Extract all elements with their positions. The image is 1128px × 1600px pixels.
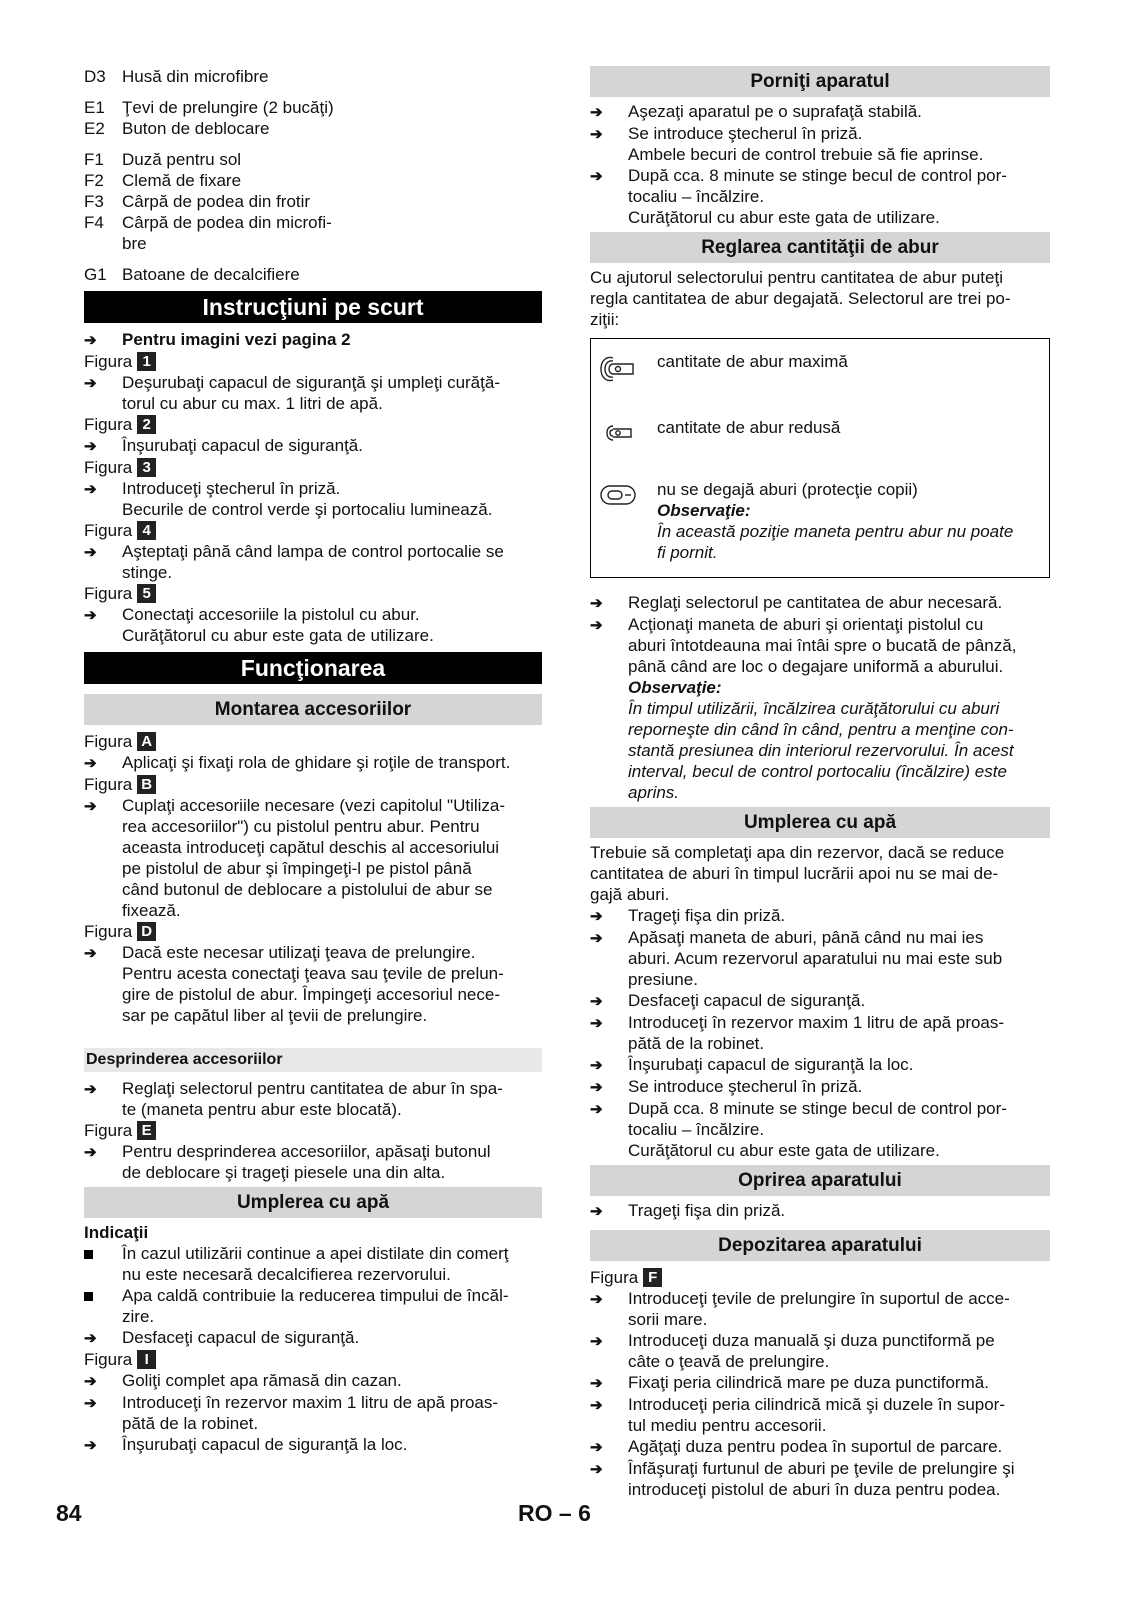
part-code: F2 <box>84 171 104 190</box>
figure-number: 2 <box>137 415 156 434</box>
part-label: Batoane de decalcifiere <box>122 265 300 284</box>
step-text: Desfaceţi capacul de siguranţă. <box>122 1328 360 1347</box>
figure-ref <box>84 351 542 372</box>
part-label: Cârpă de podea din microfi- bre <box>122 213 332 253</box>
step-text: Introduceţi peria cilindrică mică şi duzele în supor- tul mediu pentru accesorii. <box>628 1395 1006 1435</box>
figure-label: Figura <box>84 1121 133 1140</box>
part-label: Clemă de fixare <box>122 171 242 190</box>
step-text: Reglaţi selectorul pe cantitatea de abur necesară. <box>628 593 1003 612</box>
note-label: Observaţie: <box>657 501 751 520</box>
step-text: Înşurubaţi capacul de siguranţă. <box>122 436 363 455</box>
list-item <box>590 1372 1050 1394</box>
step-text: Apăsaţi maneta de aburi, până când nu mai ies aburi. Acum rezervorul aparatului nu mai este sub presiune. <box>628 928 1003 989</box>
arrow-icon <box>84 372 122 414</box>
list-item <box>590 1200 1050 1222</box>
arrow-icon <box>590 905 628 927</box>
step-text: Reglaţi selectorul pentru cantitatea de abur în spa- te (maneta pentru abur este blocată). <box>122 1079 503 1119</box>
list-item <box>590 1394 1050 1436</box>
figure-ref <box>84 731 542 752</box>
subsection-heading-steam: Reglarea cantităţii de abur <box>590 232 1050 263</box>
left-column <box>84 66 542 1456</box>
step-text: Introduceţi în rezervor maxim 1 litru de apă proas- pătă de la robinet. <box>628 1013 1005 1053</box>
figure-number: D <box>137 922 156 941</box>
figure-number: A <box>137 732 156 751</box>
level-label: cantitate de abur redusă <box>657 418 841 437</box>
figure-ref <box>84 520 542 541</box>
list-item <box>590 592 1050 614</box>
list-item <box>590 990 1050 1012</box>
section-heading-func: Funcţionarea <box>84 652 542 684</box>
arrow-icon <box>84 541 122 583</box>
arrow-icon <box>590 1458 628 1500</box>
figure-ref <box>84 1349 542 1370</box>
figure-label: Figura <box>84 1350 133 1369</box>
figure-label: Figura <box>84 922 133 941</box>
part-code: F3 <box>84 192 104 211</box>
part-label: Husă din microfibre <box>122 67 269 86</box>
part-label: Ţevi de prelungire (2 bucăţi) <box>122 98 334 117</box>
step-text: Trageţi fişa din priză. <box>628 1201 786 1220</box>
arrow-icon <box>84 478 122 520</box>
list-item <box>590 927 1050 990</box>
part-label: Duză pentru sol <box>122 150 242 169</box>
subsection-heading-fill: Umplerea cu apă <box>84 1187 542 1218</box>
arrow-icon <box>84 1141 122 1183</box>
subsection-heading-storage: Depozitarea aparatului <box>590 1230 1050 1261</box>
arrow-icon <box>84 795 122 921</box>
figure-label: Figura <box>590 1268 639 1287</box>
figure-label: Figura <box>84 458 133 477</box>
arrow-icon <box>590 1394 628 1436</box>
note-label: Observaţie: <box>628 678 722 697</box>
hint-text: Apa caldă contribuie la reducerea timpului de încăl- zire. <box>122 1286 509 1326</box>
step-text: Desfaceţi capacul de siguranţă. <box>628 991 866 1010</box>
list-item <box>84 212 542 254</box>
subsection-heading-detach: Desprinderea accesoriilor <box>84 1048 542 1072</box>
step-text: Introduceţi duza manuală şi duza punctiformă pe câte o ţeavă de prelungire. <box>628 1331 995 1371</box>
step-text: Se introduce ştecherul în priză. <box>628 1077 863 1096</box>
list-item <box>84 942 542 1026</box>
list-item <box>84 264 542 285</box>
steam-levels-box <box>590 338 1050 578</box>
paragraph: Cu ajutorul selectorului pentru cantitatea de abur puteţi regla cantitatea de abur degajată. Selectorul are trei po- ziţii: <box>590 268 1011 329</box>
figure-ref <box>84 921 542 942</box>
list-item <box>84 372 542 414</box>
step-text: Înşurubaţi capacul de siguranţă la loc. <box>628 1055 914 1074</box>
list-item <box>590 1076 1050 1098</box>
step-text: Pentru imagini vezi pagina 2 <box>122 330 351 349</box>
list-item <box>84 604 542 646</box>
step-text: Dacă este necesar utilizaţi ţeava de prelungire. Pentru acesta conectaţi ţeava sau ţevile de prelun- gire de pistolul de abur. Împingeţi accesoriul nece- sar pe capătul liber al ţevii de prelungire. <box>122 943 504 1025</box>
step-text: Pentru desprinderea accesoriilor, apăsaţi butonul de deblocare şi trageţi piesele una din alta. <box>122 1142 491 1182</box>
figure-ref <box>84 414 542 435</box>
page-number: 84 <box>56 1500 82 1526</box>
list-item <box>84 752 542 774</box>
figure-number: B <box>137 775 156 794</box>
right-column <box>590 66 1050 1500</box>
list-item <box>590 1054 1050 1076</box>
figure-number: 3 <box>137 458 156 477</box>
figure-number: I <box>137 1350 156 1369</box>
bullet-square-icon <box>84 1243 122 1285</box>
arrow-icon <box>590 165 628 228</box>
figure-label: Figura <box>84 521 133 540</box>
figure-label: Figura <box>84 775 133 794</box>
parts-list <box>84 66 542 285</box>
arrow-icon <box>590 1200 628 1222</box>
part-label: Cârpă de podea din frotir <box>122 192 311 211</box>
arrow-icon <box>84 752 122 774</box>
step-text: Agăţaţi duza pentru podea în suportul de parcare. <box>628 1437 1003 1456</box>
part-code: E1 <box>84 98 105 117</box>
figure-number: F <box>643 1268 662 1287</box>
child-lock-icon <box>597 479 657 563</box>
subsection-heading-stop: Oprirea aparatului <box>590 1165 1050 1196</box>
arrow-icon <box>590 1012 628 1054</box>
list-item <box>84 149 542 170</box>
list-item <box>590 101 1050 123</box>
step-text: După cca. 8 minute se stinge becul de control por- tocaliu – încălzire. Curăţătorul cu abur este gata de utilizare. <box>628 166 1007 227</box>
bullet-square-icon <box>84 1285 122 1327</box>
arrow-icon <box>84 1434 122 1456</box>
figure-ref <box>84 1120 542 1141</box>
arrow-icon <box>590 1054 628 1076</box>
list-item <box>84 1392 542 1434</box>
list-item <box>84 329 542 351</box>
list-item <box>84 191 542 212</box>
step-text: După cca. 8 minute se stinge becul de control por- tocaliu – încălzire. Curăţătorul cu abur este gata de utilizare. <box>628 1099 1007 1160</box>
list-item <box>84 1370 542 1392</box>
step-text: Introduceţi în rezervor maxim 1 litru de apă proas- pătă de la robinet. <box>122 1393 499 1433</box>
part-code: F1 <box>84 150 104 169</box>
list-item <box>84 435 542 457</box>
part-code: F4 <box>84 213 104 232</box>
part-label: Buton de deblocare <box>122 119 270 138</box>
list-item <box>84 97 542 118</box>
arrow-icon <box>590 123 628 165</box>
figure-ref <box>590 1267 1050 1288</box>
figure-ref <box>84 457 542 478</box>
figure-label: Figura <box>84 352 133 371</box>
arrow-icon <box>590 1436 628 1458</box>
step-text: Deşurubaţi capacul de siguranţă şi umpleţi curăţă- torul cu abur cu max. 1 litri de apă. <box>122 373 500 413</box>
list-item <box>84 1141 542 1183</box>
step-text: Goliţi complet apa rămasă din cazan. <box>122 1371 402 1390</box>
figure-ref <box>84 583 542 604</box>
level-label: cantitate de abur maximă <box>657 352 848 371</box>
list-item <box>597 351 1043 391</box>
steam-reduced-icon <box>597 417 657 453</box>
list-item <box>84 1243 542 1285</box>
figure-label: Figura <box>84 732 133 751</box>
list-item <box>597 417 1043 453</box>
arrow-icon <box>590 614 628 803</box>
list-item <box>84 541 542 583</box>
figure-label: Figura <box>84 415 133 434</box>
figure-ref <box>84 774 542 795</box>
list-item <box>590 1098 1050 1161</box>
arrow-icon <box>590 1288 628 1330</box>
list-item <box>590 165 1050 228</box>
list-item <box>590 1012 1050 1054</box>
list-item <box>84 1078 542 1120</box>
list-item <box>84 478 542 520</box>
subsection-heading-refill: Umplerea cu apă <box>590 807 1050 838</box>
arrow-icon <box>590 1098 628 1161</box>
arrow-icon <box>84 1327 122 1349</box>
arrow-icon <box>84 942 122 1026</box>
hint-text: În cazul utilizării continue a apei distilate din comerţ nu este necesară decalcifierea rezervorului. <box>122 1244 509 1284</box>
list-item <box>84 1434 542 1456</box>
list-item <box>590 123 1050 165</box>
step-text: Se introduce ştecherul în priză. Ambele becuri de control trebuie să fie aprinse. <box>628 124 984 164</box>
step-text: Fixaţi peria cilindrică mare pe duza punctiformă. <box>628 1373 989 1392</box>
arrow-icon <box>84 604 122 646</box>
arrow-icon <box>84 1078 122 1120</box>
arrow-icon <box>590 1372 628 1394</box>
step-text: Cuplaţi accesoriile necesare (vezi capitolul "Utiliza- rea accesoriilor") cu pistolul pentru abur. Pentru aceasta introduceţi capătul deschis al accesoriului pe pistolul de abur şi împingeţi-l pe pistol până când butonul de deblocare a pistolului de abur se fixează. <box>122 796 506 920</box>
section-page-label: RO – 6 <box>518 1500 591 1526</box>
part-code: G1 <box>84 265 107 284</box>
step-text: Înfăşuraţi furtunul de aburi pe ţevile de prelungire şi introduceţi pistolul de aburi în duza pentru podea. <box>628 1459 1015 1499</box>
list-item <box>597 479 1043 563</box>
note-text: În timpul utilizării, încălzirea curăţătorului cu aburi reporneşte din când în când, pentru a menţine con- stantă presiunea din interiorul rezervorului. În acest interval, becul de control portocaliu (încălzire) este aprins. <box>628 699 1014 802</box>
figure-number: 5 <box>137 584 156 603</box>
list-item <box>84 170 542 191</box>
list-item <box>84 118 542 139</box>
list-item <box>590 1436 1050 1458</box>
figure-label: Figura <box>84 584 133 603</box>
arrow-icon <box>590 1330 628 1372</box>
arrow-icon <box>590 592 628 614</box>
step-text: Aşezaţi aparatul pe o suprafaţă stabilă. <box>628 102 922 121</box>
step-text: Introduceţi ţevile de prelungire în suportul de acce- sorii mare. <box>628 1289 1010 1329</box>
figure-number: E <box>137 1121 156 1140</box>
list-item <box>84 795 542 921</box>
step-text: Acţionaţi maneta de aburi şi orientaţi pistolul cu aburi întotdeauna mai întâi spre o bucată de pânză, până când are loc o degajare uniformă a aburului. <box>628 615 1017 676</box>
list-item <box>84 66 542 87</box>
list-item <box>590 905 1050 927</box>
step-text: Aplicaţi şi fixaţi rola de ghidare şi roţile de transport. <box>122 753 511 772</box>
part-code: E2 <box>84 119 105 138</box>
arrow-icon <box>84 435 122 457</box>
step-text: Aşteptaţi până când lampa de control portocalie se stinge. <box>122 542 504 582</box>
list-item <box>84 1285 542 1327</box>
subsection-heading-start: Porniţi aparatul <box>590 66 1050 97</box>
arrow-icon <box>590 101 628 123</box>
figure-number: 1 <box>137 352 156 371</box>
hints-heading: Indicaţii <box>84 1223 149 1242</box>
step-text: Trageţi fişa din priză. <box>628 906 786 925</box>
part-code: D3 <box>84 67 106 86</box>
arrow-icon <box>590 927 628 990</box>
level-label: nu se degajă aburi (protecţie copii) <box>657 480 918 499</box>
arrow-icon <box>590 990 628 1012</box>
figure-number: 4 <box>137 521 156 540</box>
paragraph: Trebuie să completaţi apa din rezervor, dacă se reduce cantitatea de aburi în timpul lucrării apoi nu se mai de- gajă aburi. <box>590 843 1005 904</box>
list-item <box>590 614 1050 803</box>
list-item <box>590 1330 1050 1372</box>
list-item <box>84 1327 542 1349</box>
subsection-heading-mount: Montarea accesoriilor <box>84 694 542 725</box>
note-text: În această poziţie maneta pentru abur nu poate fi pornit. <box>657 522 1014 562</box>
step-text: Introduceţi ştecherul în priză. Becurile de control verde şi portocaliu luminează. <box>122 479 493 519</box>
arrow-icon <box>84 1370 122 1392</box>
list-item <box>590 1288 1050 1330</box>
arrow-icon <box>84 1392 122 1434</box>
step-text: Înşurubaţi capacul de siguranţă la loc. <box>122 1435 408 1454</box>
section-heading-quick: Instrucţiuni pe scurt <box>84 291 542 323</box>
step-text: Conectaţi accesoriile la pistolul cu abur. Curăţătorul cu abur este gata de utilizare. <box>122 605 434 645</box>
list-item <box>590 1458 1050 1500</box>
arrow-icon <box>84 329 122 351</box>
steam-max-icon <box>597 351 657 391</box>
arrow-icon <box>590 1076 628 1098</box>
